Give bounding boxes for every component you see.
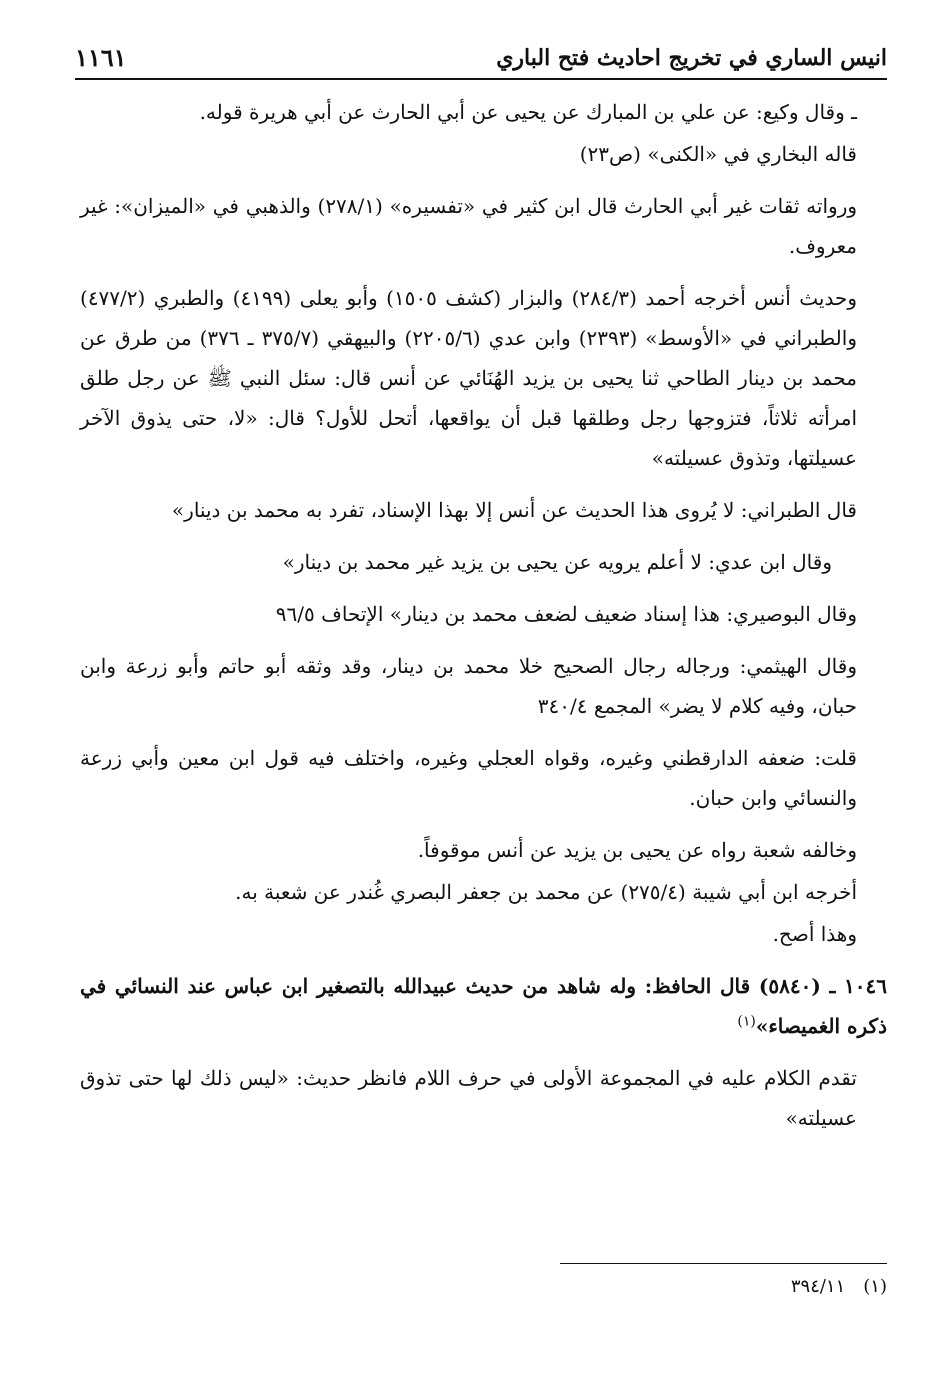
paragraph-haythami: وقال الهيثمي: ورجاله رجال الصحيح خلا محمد بن دينار، وقد وثقه أبو حاتم وأبو زرعة وابن حبان، وفيه كلام لا يضر» المجمع ٣٤٠/٤ bbox=[80, 654, 857, 718]
paragraph-narrators: ورواته ثقات غير أبي الحارث قال ابن كثير في «تفسيره» (٢٧٨/١) والذهبي في «الميزان»: غير معروف. bbox=[80, 194, 858, 258]
paragraph-qultu: قلت: ضعفه الدارقطني وغيره، وقواه العجلي وغيره، واختلف فيه قول ابن معين وأبي زرعة والنسائي وابن حبان. bbox=[80, 746, 857, 810]
footnote-number: (١) bbox=[863, 1276, 887, 1297]
paragraph-shuba: وخالفه شعبة رواه عن يحيى بن يزيد عن أنس موقوفاً. bbox=[417, 838, 857, 862]
paragraph-waki: ـ وقال وكيع: عن علي بن المبارك عن يحيى عن أبي الحارث عن أبي هريرة قوله. bbox=[199, 100, 857, 124]
footnote bbox=[567, 1273, 887, 1301]
paragraph-tabarani: قال الطبراني: لا يُروى هذا الحديث عن أنس إلا بهذا الإسناد، تفرد به محمد بن دينار» bbox=[171, 498, 857, 522]
entry-text: ١٠٤٦ ـ (٥٨٤٠) قال الحافظ: وله شاهد من حديث عبيدالله بالتصغير ابن عباس عند النسائي في ذكره الغميصاء» bbox=[80, 974, 887, 1038]
paragraph-ibn-adi: وقال ابن عدي: لا أعلم يرويه عن يحيى بن يزيد غير محمد بن دينار» bbox=[282, 550, 832, 574]
paragraph-busiri: وقال البوصيري: هذا إسناد ضعيف لضعف محمد بن دينار» الإتحاف ٩٦/٥ bbox=[275, 602, 857, 626]
paragraph-ibn-abi-shayba: أخرجه ابن أبي شيبة (٢٧٥/٤) عن محمد بن جعفر البصري غُندر عن شعبة به. bbox=[235, 880, 857, 904]
paragraph-entry-1046 bbox=[80, 966, 887, 1046]
paragraph-anas-hadith: وحديث أنس أخرجه أحمد (٢٨٤/٣) والبزار (كشف ١٥٠٥) وأبو يعلى (٤١٩٩) والطبري (٤٧٧/٢) والطبراني في «الأوسط» (٢٣٩٣) وابن عدي (٢٢٠٥/٦) والبيهقي (٣٧٥/٧ ـ ٣٧٦) من طرق عن محمد بن دينار الطاحي ثنا يحيى بن يزيد الهُنَائي عن أنس قال: سئل النبي ﷺ عن رجل طلق امرأته ثلاثاً، فتزوجها رجل وطلقها قبل أن يواقعها، أتحل للأول؟ قال: «لا، حتى يذوق الآخر عسيلتها، وتذوق عسيلته» bbox=[80, 286, 858, 470]
paragraph-asahh: وهذا أصح. bbox=[772, 922, 857, 946]
page-body bbox=[80, 92, 887, 1150]
header-rule bbox=[75, 78, 887, 80]
running-header bbox=[75, 40, 887, 76]
paragraph-bukhari: قاله البخاري في «الكنى» (ص٢٣) bbox=[579, 142, 857, 166]
book-title: انيس الساري في تخريج احاديث فتح الباري bbox=[496, 45, 887, 71]
footnote-rule bbox=[560, 1263, 887, 1264]
footnote-text: ٣٩٤/١١ bbox=[790, 1276, 846, 1297]
footnote-reference: (١) bbox=[737, 1013, 756, 1030]
paragraph-cross-reference: تقدم الكلام عليه في المجموعة الأولى في حرف اللام فانظر حديث: «ليس ذلك لها حتى تذوق عسيلته» bbox=[80, 1066, 857, 1130]
page-number: ١١٦١ bbox=[75, 43, 127, 72]
